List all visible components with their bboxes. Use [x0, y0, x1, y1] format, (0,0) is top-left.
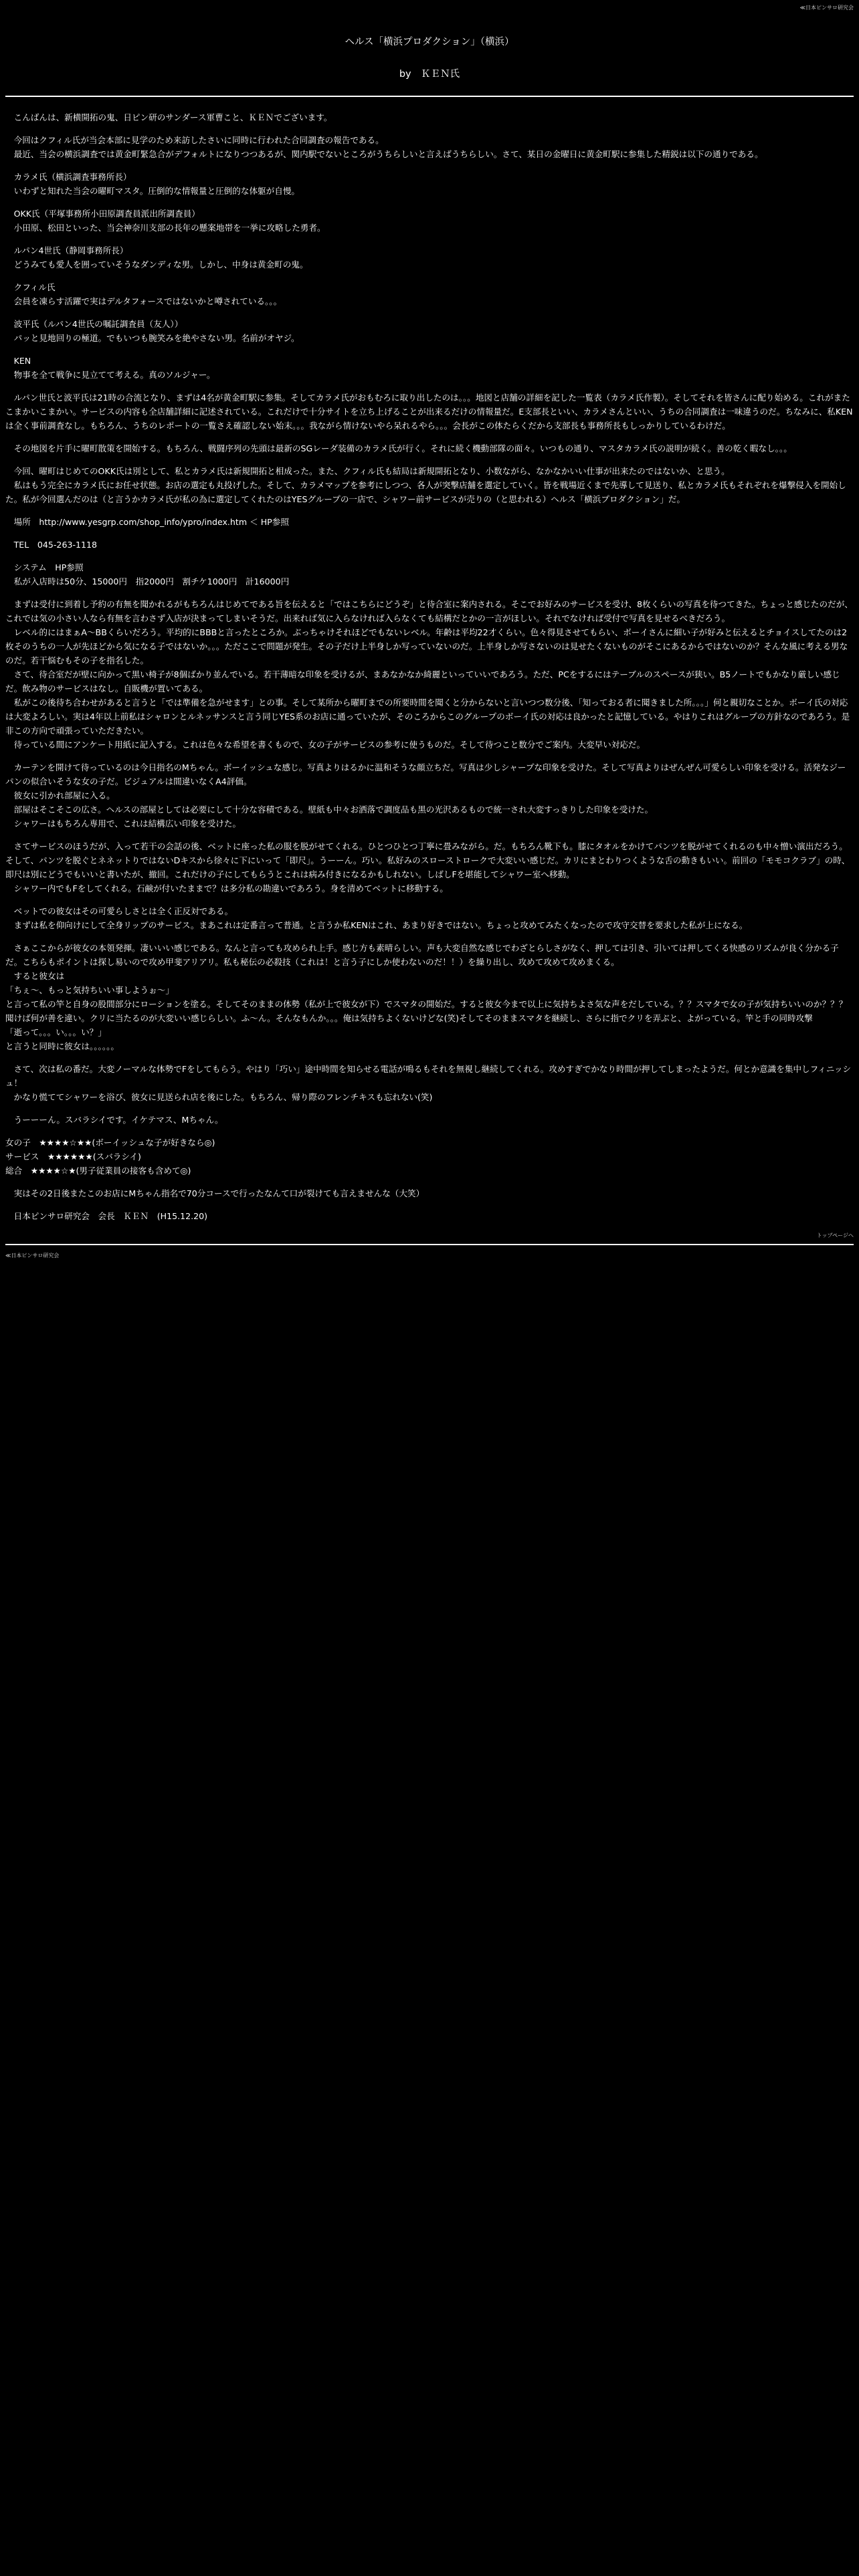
paragraph-line: その地図を片手に曜町散策を開始する。もちろん、戦闘序列の先頭は最新のSGレーダ装備のカラメ氏が行く。それに続く機動部隊の面々。いつもの通り、マスタカラメ氏の説明が続く。善の乾く暇なし。。。 [5, 443, 792, 453]
report-paragraph [5, 760, 854, 831]
paragraph-line: さて、次は私の番だ。大変ノーマルな体勢でFをしてもらう。やはり「巧い」途中時間を知らせる電話が鳴るもそれを無視し継続してくれる。攻めすぎでかなり時間が押してしまったようだ。何とか意識を集中しフィニッシュ！ [5, 1064, 852, 1088]
report-paragraph [5, 1136, 854, 1178]
paragraph-line: 会員を凍らす活躍で実はデルタフォースではないかと噂されている。。。 [5, 296, 282, 306]
paragraph-line: OKK氏（平塚事務所小田原調査員派出所調査員） [5, 209, 200, 219]
paragraph-line: うーーーん。スバラシイです。イケテマス、Mちゃん。 [5, 1115, 223, 1125]
paragraph-line: 日本ピンサロ研究会 会長 ＫＥＮ (H15.12.20) [5, 1211, 208, 1221]
paragraph-line: サービス ★★★★★★(スバラシイ) [5, 1152, 141, 1162]
paragraph-line: システム HP参照 [5, 562, 84, 572]
report-paragraph [5, 441, 854, 455]
paragraph-line: シャワーはもちろん専用で、これは結構広い印象を受けた。 [5, 819, 242, 829]
report-paragraph [5, 560, 854, 588]
paragraph-line: 待っている間にアンケート用紙に記入する。これは色々な希望を書くもので、女の子がサービスの参考に使うものだ。そして待つこと数分でご案内。大変早い対応だ。 [5, 740, 646, 750]
paragraph-line: 波平氏（ルパン4世氏の嘱託調査員（友人）） [5, 319, 183, 329]
paragraph-line: KEN [5, 356, 31, 366]
paragraph-line: こんばんは、新横開拓の鬼、日ピン研のサンダース軍曹こと、ＫＥＮでございます。 [5, 112, 332, 122]
paragraph-line: 小田原、松田といった、当会神奈川支部の長年の懸案地帯を一挙に攻略した勇者。 [5, 223, 326, 233]
top-link[interactable]: ≪日本ピンサロ研究会 [799, 5, 854, 11]
report-paragraph [5, 170, 854, 198]
report-paragraph [5, 597, 854, 752]
paragraph-line: と言うと同時に彼女は。。。。。。 [5, 1041, 120, 1051]
paragraph-line: 総合 ★★★★☆★(男子従業員の接客も含めて◎) [5, 1166, 191, 1176]
report-paragraph [5, 515, 854, 529]
paragraph-line: レベル的にはまぁA〜BBくらいだろう。平均的にBBBと言ったところか。ぶっちゃけそれほどでもないレベル。年齢は平均22才くらい。色々得見させてもらい、ボーイさんに細い子が好みと伝えるとチョイスしてたのは2枚そのうちの一人が先ほどから気になる子ではないか。。。ただここで問題が発生。その子だけ上半身しか写っていないのだ。上半身しか写さないのは見せたくないものがそこにあるからではないのか？そんな風に考える男なのだ。若干悩むもその子を指名した。 [5, 627, 848, 665]
paragraph-line: 彼女に引かれ部屋に入る。 [5, 790, 115, 800]
report-paragraph [5, 839, 854, 895]
paragraph-line: 場所 http://www.yesgrp.com/shop_info/ypro/index.htm ＜ HP参照 [5, 517, 289, 527]
report-paragraph [5, 207, 854, 235]
paragraph-line: カーテンを開けて待っているのは今日指名のMちゃん。ボーイッシュな感じ。写真よりはるかに温和そうな顔立ちだ。写真は少しシャープな印象を受けた。そして写真よりはぜんぜん可愛らしい印象を受ける。活発なジーパンの似合いそうな女の子だ。ビジュアルは間違いなくA4評価。 [5, 762, 846, 786]
paragraph-line: まずは私を仰向けにして全身リップのサービス。まあこれは定番言って普通。と言うか私KENはこれ、あまり好きではない。ちょっと攻めてみたくなったので攻守交替を要求した私が上になる。 [5, 920, 748, 930]
paragraph-line: まずは受付に到着し予約の有無を聞かれるがもちろんはじめてである旨を伝えると「ではこちらにどうぞ」と待合室に案内される。そこでお好みのサービスを受け、8枚くらいの写真を待つてきた。ちょっと感じたのだが、これでは気の小さい人なら有無を言わさず入店が決まってしまいそうだ。出来れば気に入らなければ入らなくても結構だとかの一言がほしい。それでなければ受付で写真を見せるべきだろう。 [5, 599, 853, 623]
report-paragraph [5, 1186, 854, 1200]
report-paragraph [5, 538, 854, 552]
paragraph-line: と言って私の竿と自身の股間部分にローションを塗る。そしてそのままの体勢（私が上で彼女が下）でスマタの開始だ。すると彼女今まで以上に気持ちよさ気な声をだしている。？？スマタで女の子が気持ちいいのか？？？聞けば何が善を違い。クリに当たるのが大変いい感じらしい。ふ〜ん。そんなもんか。。。俺は気持ちよくないけどな(笑)そしてそのままスマタを継続し、さらに指でクリを弄ぶと、よがっている。竿と手の同時攻撃 [5, 999, 848, 1023]
report-paragraph [5, 1113, 854, 1127]
paragraph-line: 私はもう完全にカラメ氏にお任せ状態。お店の選定も丸投げした。そして、カラメマップを参考にしつつ、各人が突撃店舗を選定していく。皆を戦場近くまで先導して見送り、私とカラメ氏もそれぞれを爆撃侵入を開始した。私が今回選んだのは（と言うかカラメ氏が私の為に選定してくれたのはYESグループの一店で、シャワー前サービスが売りの（と思われる）ヘルス「横浜プロダクション」だ。 [5, 480, 846, 504]
paragraph-line: ルパン4世氏（静岡事務所長） [5, 245, 128, 255]
paragraph-line: 「逝って。。。い。。。い？」 [5, 1027, 106, 1037]
report-paragraph [5, 1209, 854, 1223]
paragraph-line: ベットでの彼女はその可愛らしさとは全く正反対である。 [5, 906, 233, 916]
paragraph-line: 部屋はそこそこの広さ。ヘルスの部屋としては必要にして十分な容積である。壁紙も中々お洒落で調度品も黒の光沢あるもので統一され大変すっきりした印象を受けた。 [5, 804, 654, 815]
paragraph-line: さぁここからが彼女の本領発揮。凄いいい感じである。なんと言っても攻められ上手。感じ方も素晴らしい。声も大変自然な感じでわざとらしさがなく、押しては引き、引いては押してくる快感のリズムが良く分かる子だ。こちらもポイントは探し易いので攻め甲斐アリアリ。私も秘伝の必殺技（これは！と言う子にしか使わないのだ！！）を繰り出し、攻めて攻めて攻めまくる。 [5, 943, 839, 967]
page-title: ヘルス「横浜プロダクション」（横浜） [345, 37, 514, 47]
paragraph-line: さて、待合室だが壁に向かって黒い椅子が8個ばかり並んでいる。若干薄暗な印象を受けるが、まあなかなか綺麗といっていいであろう。ただ、PCをするにはテーブルのスペースが狭い。B5ノートでもかなり厳しい感じだ。飲み物のサービスはなし。自販機が置いてある。 [5, 669, 840, 693]
paragraph-line: 最近、当会の横浜調査では黄金町緊急合がデフォルトになりつつあるが、関内駅でないところがうちらしいと言えばうちらしい。さて、某日の金曜日に黄金町駅に参集した精鋭は以下の通りである。 [5, 149, 763, 159]
report-paragraph [5, 110, 854, 124]
report-paragraph [5, 941, 854, 1053]
back-link[interactable]: トップページへ [816, 1232, 854, 1239]
paragraph-line: かなり慌ててシャワーを浴び、彼女に見送られ店を後にした。もちろん、帰り際のフレンチキスも忘れない(笑) [5, 1092, 433, 1102]
paragraph-line: シャワー内でもFをしてくれる。石鹸が付いたままで？は多分私の勘違いであろう。身を清めてベットに移動する。 [5, 883, 448, 893]
paragraph-line: 私がこの後待ち合わせがあると言うと「では準備を急がせます」との事。そして某所から曜町までの所要時間を聞くと分からないと言いつつ数分後、「知っておる者に聞きました所。。。」何と親切なことか。ボーイ氏の対応は大変よろしい。実は4年以上前私はシャロンとルネッサンスと言う同じYES系のお店に通っていたが、そのころからこのグループのボーイ氏の対応は良かったと記憶している。やはりこれはグループの方針なのであろう。是非この方向で頑張っていただきたい。 [5, 697, 850, 736]
paragraph-line: 「ちぇ〜、もっと気持ちいい事しようぉ〜」 [5, 985, 174, 995]
report-paragraph [5, 317, 854, 345]
paragraph-line: カラメ氏（横浜調査事務所長） [5, 172, 132, 182]
report-paragraph [5, 354, 854, 382]
author-line: by ＫＥＮ氏 [399, 69, 460, 80]
divider [5, 96, 854, 97]
report-paragraph [5, 243, 854, 272]
paragraph-line: 今回はクフィル氏が当会本部に見学のため来訪したさいに同時に行われた合同調査の報告である。 [5, 135, 384, 145]
paragraph-line: 物事を全て戦争に見立てて考える。真のソルジャー。 [5, 370, 215, 380]
paragraph-line: 実はその2日後またこのお店にMちゃん指名で70分コースで行ったなんて口が裂けても言えませんな（大笑） [5, 1188, 425, 1198]
paragraph-line: 女の子 ★★★★☆★★(ボーイッシュな子が好きなら◎) [5, 1138, 215, 1148]
paragraph-line: 今回、曜町はじめてのOKK氏は別として、私とカラメ氏は新規開拓と相成った。また、クフィル氏も結局は新規開拓となり、小数ながら、なかなかいい仕事が出来たのではないか、と思う。 [5, 466, 730, 476]
paragraph-line: TEL 045-263-1118 [5, 540, 98, 550]
report-paragraph [5, 280, 854, 308]
bottom-link[interactable]: ≪日本ピンサロ研究会 [5, 1253, 60, 1259]
report-paragraph [5, 391, 854, 433]
report-paragraph [5, 464, 854, 506]
report-paragraph [5, 133, 854, 161]
paragraph-line: パッと見地回りの極道。でもいつも腕笑みを絶やさない男。名前がオヤジ。 [5, 333, 300, 343]
paragraph-line: さてサービスのほうだが、入って若干の会話の後、ベットに座った私の服を脱がせてくれる。ひとつひとつ丁寧に畳みながら。だ。もちろん靴下も。膝にタオルをかけてパンツを脱がせてくれるのも中々憎い演出だろう。そして、パンツを脱ぐとネネットりではないDキスから徐々に下にいって「即尺」。うーーん。巧い。私好みのスローストロークで大変いい感じだ。カリにまとわりつくような舌の動きもいい。前回の「モモコクラブ」の時、即尺は別にどうでもいいと書いたが、撤回。これだけの子にしてもらうとこれは病み付きになるかもしれない。しばしFを堪能してシャワー室へ移動。 [5, 841, 850, 879]
paragraph-line: いわずと知れた当会の曜町マスタ。圧倒的な情報量と圧倒的な体躯が自慢。 [5, 186, 300, 196]
report-paragraph [5, 1062, 854, 1104]
paragraph-line: ルパン世氏と波平氏は21時の合流となり、まずは4名が黄金町駅に参集。そしてカラメ氏がおもむろに取り出したのは。。。地図と店舗の詳細を記した一覧表（カラメ氏作製）。そしてそれを皆さんに配り始める。これがまたこまかいこまかい。サービスの内容も全店舗詳細に記述されている。これだけで十分サイトを立ち上げることが出来るだけの情報量だ。E支部長といい、カラメさんといい、うちの合同調査は一味違うのだ。ちなみに、私KENは全く事前調査なし。もちろん、うちのレポートの一覧さえ確認しない始末。。。我ながら情けないやら呆れるやら。。。会長がこの体たらくだから支部長も事務所長もしっかりしているわけだ。 [5, 393, 853, 431]
paragraph-line: すると彼女は [5, 971, 65, 981]
paragraph-line: クフィル氏 [5, 282, 56, 292]
paragraph-line: 私が入店時は50分、15000円 指2000円 割チケ1000円 計16000円 [5, 576, 290, 586]
report-body [0, 110, 859, 1223]
report-paragraph [5, 904, 854, 932]
paragraph-line: どうみても愛人を囲っていそうなダンディな男。しかし、中身は黄金町の鬼。 [5, 259, 308, 270]
